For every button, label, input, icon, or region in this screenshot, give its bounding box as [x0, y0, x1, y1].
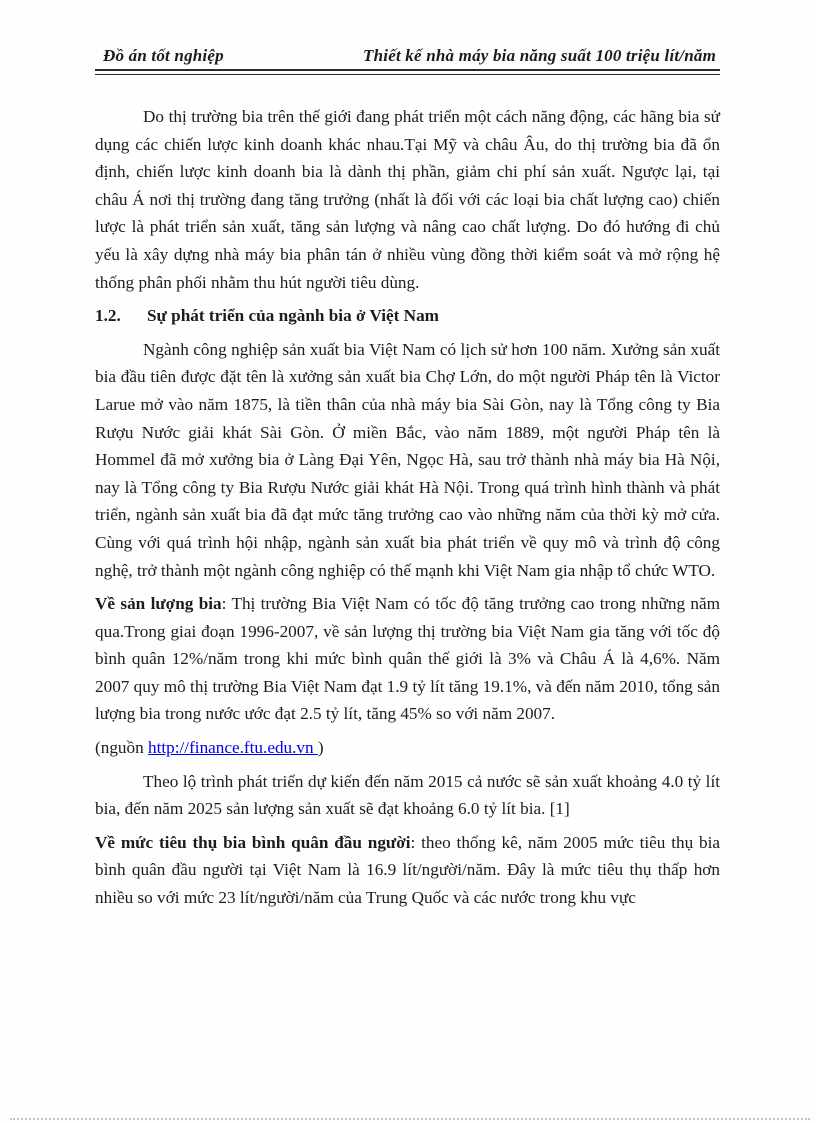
paragraph-beer-output [95, 590, 720, 728]
source-prefix: (nguồn [95, 738, 148, 758]
per-capita-lead-label: Về mức tiêu thụ bia bình quân đầu người [95, 832, 411, 852]
paragraph-production-roadmap: Theo lộ trình phát triển dự kiến đến năm 2015 cả nước sẽ sản xuất khoảng 4.0 tỷ lít bia, đến năm 2025 sản lượng sản xuất sẽ đạt khoảng 6.0 tỷ lít bia. [1] [95, 771, 720, 819]
section-title: Sự phát triển của ngành bia ở Việt Nam [147, 306, 440, 326]
source-citation-line [95, 734, 720, 762]
section-heading-1-2 [95, 302, 720, 330]
section-number: 1.2. [95, 306, 121, 326]
beer-output-text: : Thị trường Bia Việt Nam có tốc độ tăng trưởng cao trong những năm qua.Trong giai đoạn 1996-2007, về sản lượng thị trường bia Việt Nam gia tăng với tốc độ bình quân 12%/năm trong khi mức bình quân thế giới là 3% và Châu Á là 4,6%. Năm 2007 quy mô thị trường Bia Việt Nam đạt 1.9 tỷ lít tăng 19.1%, và đến năm 2010, tổng sản lượng bia trong nước ước đạt 2.5 tỷ lít, tăng 45% so với năm 2007. [95, 594, 720, 724]
source-suffix: ) [317, 738, 324, 758]
paragraph-world-beer-market: Do thị trường bia trên thế giới đang phát triển một cách năng động, các hãng bia sử dụng các chiến lược kinh doanh khác nhau.Tại Mỹ và châu Âu, do thị trường bia đã ổn định, chiến lược kinh doanh bia là dành thị phần, giảm chi phí sản xuất. Ngược lại, tại châu Á nơi thị trường đang tăng trưởng (nhất là đối với các loại bia chất lượng cao) chiến lược là phát triển sản xuất, tăng sản lượng và nâng cao chất lượng. Do đó hướng đi chủ yếu là xây dựng nhà máy bia phân tán ở nhiều vùng đồng thời kiểm soát và mở rộng hệ thống phân phối nhằm thu hút người tiêu dùng. [95, 107, 720, 292]
document-body [95, 103, 720, 912]
beer-output-lead-label: Về sản lượng bia [95, 594, 222, 614]
header-left-title: Đồ án tốt nghiệp [103, 46, 224, 65]
source-link[interactable]: http://finance.ftu.edu.vn [148, 738, 318, 758]
page-bottom-dotted-rule [10, 1118, 810, 1120]
per-capita-text: : theo thống kê, năm 2005 mức tiêu thụ bia bình quân đầu người tại Việt Nam là 16.9 lít/người/năm. Đây là mức tiêu thụ thấp hơn nhiều so với mức 23 lít/người/năm của Trung Quốc và các nước trong khu vực [95, 832, 720, 908]
header-double-rule [95, 69, 720, 75]
paragraph-per-capita-consumption [95, 829, 720, 912]
paragraph-vietnam-beer-history: Ngành công nghiệp sản xuất bia Việt Nam có lịch sử hơn 100 năm. Xưởng sản xuất bia đầu tiên được đặt tên là xưởng sản xuất bia Chợ Lớn, do một người Pháp tên là Victor Larue mở vào năm 1875, là tiền thân của nhà máy bia Sài Gòn, nay là Tổng công ty Bia Rượu Nước giải khát Sài Gòn. Ở miền Bắc, vào năm 1889, một người Pháp tên là Hommel đã mở xưởng bia ở Làng Đại Yên, Ngọc Hà, sau trở thành nhà máy bia Hà Nội, nay là Tổng công ty Bia Rượu Nước giải khát Hà Nội. Trong quá trình hình thành và phát triển, ngành sản xuất bia đã đạt mức tăng trưởng cao vào những năm của thời kỳ mở cửa. Cùng với quá trình hội nhập, ngành sản xuất bia phát triển về quy mô và trình độ công nghệ, trở thành một ngành công nghiệp có thế mạnh khi Việt Nam gia nhập tổ chức WTO. [95, 339, 720, 580]
page-header [95, 46, 720, 66]
header-right-title: Thiết kế nhà máy bia năng suất 100 triệu lít/năm [363, 46, 716, 65]
